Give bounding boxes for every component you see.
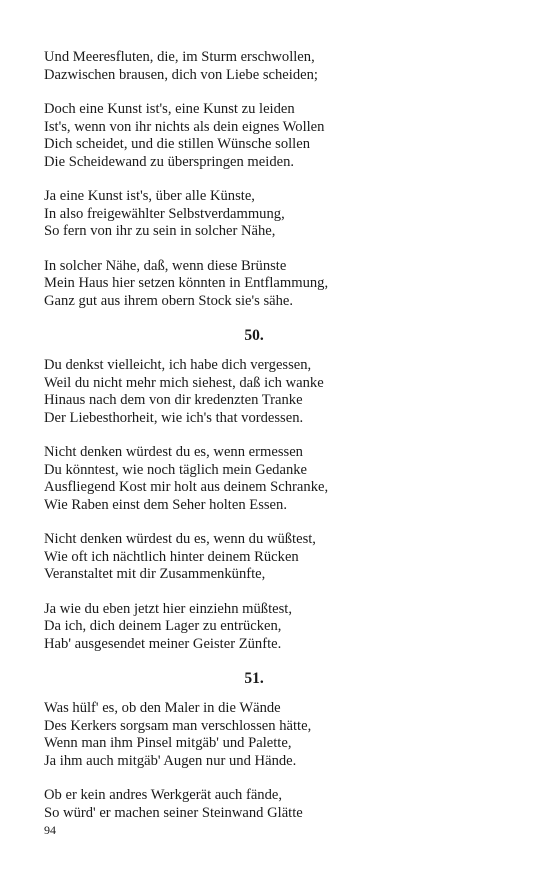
verse-line: Des Kerkers sorgsam man verschlossen hätte, <box>44 717 312 734</box>
poem-page <box>44 49 514 839</box>
verse-line: Ob er kein andres Werkgerät auch fände, <box>44 787 283 803</box>
verse-line: Nicht denken würdest du es, wenn ermessen <box>44 444 303 460</box>
verse-line: Der Liebesthorheit, wie ich's that vordessen. <box>44 409 304 426</box>
verse-line: Ist's, wenn von ihr nichts als dein eignes Wollen <box>44 118 325 135</box>
verse-line: Ganz gut aus ihrem obern Stock sie's sähe. <box>44 292 294 309</box>
poem-number: 51. <box>244 670 264 687</box>
verse-line: Wie oft ich nächtlich hinter deinem Rücken <box>44 548 299 565</box>
verse-line: Die Scheidewand zu überspringen meiden. <box>44 153 295 170</box>
verse-line: Du könntest, wie noch täglich mein Gedanke <box>44 461 308 478</box>
stanza <box>44 49 514 84</box>
verse-line: Du denkst vielleicht, ich habe dich vergessen, <box>44 357 312 373</box>
verse-line: Mein Haus hier setzen könnten in Entflammung, <box>44 275 329 291</box>
verse-line: Wie Raben einst dem Seher holten Essen. <box>44 496 287 513</box>
verse-line: Hinaus nach dem von dir kredenzten Tranke <box>44 392 303 408</box>
stanza <box>44 444 514 514</box>
verse-line: Dich scheidet, und die stillen Wünsche sollen <box>44 136 311 152</box>
verse-line: So fern von ihr zu sein in solcher Nähe, <box>44 223 276 239</box>
verse-line: Dazwischen brausen, dich von Liebe scheiden; <box>44 66 318 83</box>
verse-line: Ja ihm auch mitgäb' Augen nur und Hände. <box>44 752 297 769</box>
verse-line: Wenn man ihm Pinsel mitgäb' und Palette, <box>44 735 292 751</box>
verse-line: In solcher Nähe, daß, wenn diese Brünste <box>44 257 287 274</box>
stanza <box>44 188 514 241</box>
stanza <box>44 101 514 171</box>
verse-line: Was hülf' es, ob den Maler in die Wände <box>44 700 281 716</box>
verse-line: Ja eine Kunst ist's, über alle Künste, <box>44 188 255 204</box>
stanza <box>44 357 514 427</box>
stanza <box>44 531 514 584</box>
stanza <box>44 787 514 822</box>
stanza <box>44 601 514 654</box>
verse-line: Hab' ausgesendet meiner Geister Zünfte. <box>44 635 282 652</box>
verse-line: Doch eine Kunst ist's, eine Kunst zu leiden <box>44 101 295 117</box>
page-number: 94 <box>44 823 56 837</box>
verse-line: Ja wie du eben jetzt hier einziehn müßtest, <box>44 600 293 617</box>
poem-number: 50. <box>244 327 264 344</box>
verse-line: Und Meeresfluten, die, im Sturm erschwollen, <box>44 49 315 65</box>
verse-line: So würd' er machen seiner Steinwand Glätte <box>44 804 303 821</box>
verse-line: Ausfliegend Kost mir holt aus deinem Schranke, <box>44 479 329 495</box>
stanza <box>44 700 514 770</box>
verse-line: In also freigewählter Selbstverdammung, <box>44 205 285 222</box>
stanza <box>44 258 514 311</box>
verse-line: Weil du nicht mehr mich siehest, daß ich wanke <box>44 374 324 391</box>
verse-line: Nicht denken würdest du es, wenn du wüßtest, <box>44 531 316 547</box>
verse-line: Da ich, dich deinem Lager zu entrücken, <box>44 618 282 634</box>
verse-line: Veranstaltet mit dir Zusammenkünfte, <box>44 566 266 582</box>
